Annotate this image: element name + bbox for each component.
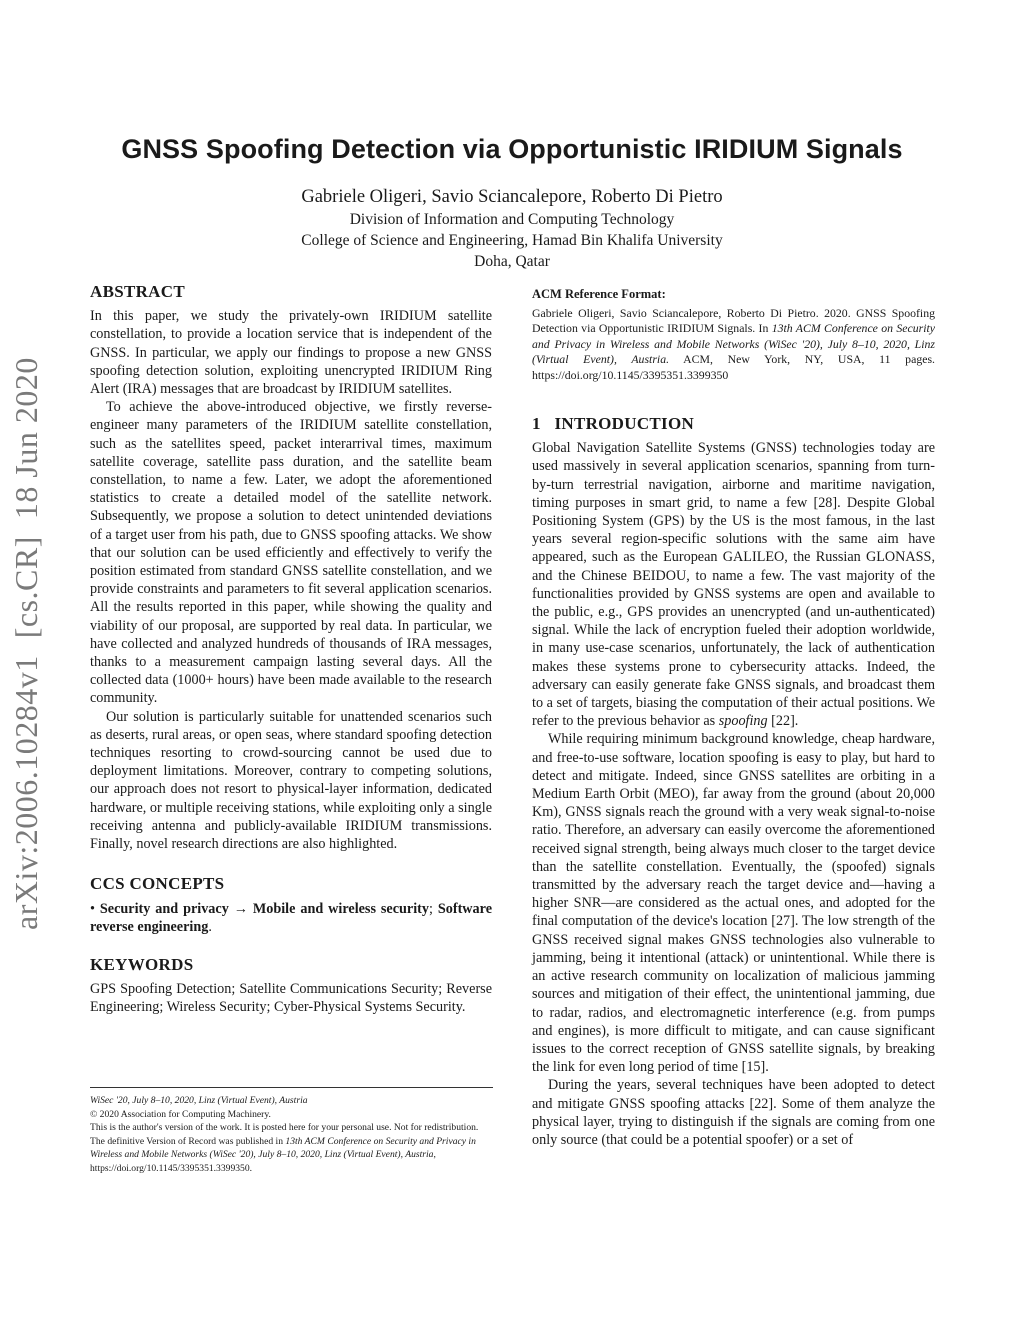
abstract-paragraph: In this paper, we study the privately-own IRIDIUM satellite constellation, to provide a location service that is independent of the GNSS. In particular, we apply our findings to propose a new GNSS spoofing detection solution, exploiting unencrypted IRIDIUM Ring Alert (IRA) messages that are broadcast by IRIDIUM satellites. <box>90 308 492 398</box>
abstract-paragraph: To achieve the above-introduced objective, we firstly reverse-engineer many parameters of the IRIDIUM satellite constellation, such as the satellites speed, packet interarrival times, maximum satellite coverage, satellite pass duration, and the satellite beam constellation, to name a few. Later, we adopt the aforementioned statistics to create a detailed model of the satellite network. Subsequently, we propose a solution to detect unintended deviations of a target user from his path, due to GNSS spoofing attacks. We show that our solution can be used efficiently and effectively to verify the position estimated from standard GNSS satellite constellation, and we provide constraints and parameters to fit several application scenarios. All the results reported in this paper, while showing the quality and viability of our proposal, are supported by real data. In particular, we have collected and analyzed hundreds of thousands of IRA messages, thanks to a measurement campaign lasting several days. All the collected data (1000+ hours) have been made available to the research community. <box>90 399 492 707</box>
affiliation-division: Division of Information and Computing Technology <box>349 211 675 228</box>
footnote-notice: This is the author's version of the work. It is posted here for your personal use. Not for redistribution. The definitive Version of Record was published in 13th ACM Conference on Security and Privacy in Wireless and Mobile Networks (WiSec '20), July 8–10, 2020, Linz (Virtual Event), Austria, https://doi.org/10.1145/3395351.3399350. <box>90 1122 479 1174</box>
intro-paragraph: While requiring minimum background knowledge, cheap hardware, and free-to-use software, location spoofing is easy to play, but hard to detect and mitigate. Indeed, since GNSS satellites are orbiting in a Medium Earth Orbit (MEO), far away from the ground (about 20,000 Km), GNSS signals reach the ground with a very weak signal-to-noise ratio. Therefore, an adversary can easily overcome the aforementioned received signal strength, being always much closer to the target device than the satellite constellation. Eventually, the (spoofed) signals transmitted by the adversary reach the target device and—having a higher SNR—are considered as the actual ones, and adopted for the final computation of the device's location [27]. The low strength of the GNSS received signal makes GNSS technologies also vulnerable to jamming, being it intentional (attack) or unintentional. While there is an active research community on localization of malicious jamming sources and mitigation of their effect, the unintentional jamming, due to radar, radios, and electromagnetic interference (e.g. from pumps and engines), is more difficult to mitigate, and can cause significant issues to the correct reception of GNSS satellite signals, by breaking the link for even long period of time [15]. <box>532 731 935 1076</box>
acm-reference-text: Gabriele Oligeri, Savio Sciancalepore, Roberto Di Pietro. 2020. GNSS Spoofing Detection via Opportunistic IRIDIUM Signals. In 13th ACM Conference on Security and Privacy in Wireless and Mobile Networks (WiSec '20), July 8–10, 2020, Linz (Virtual Event), Austria. ACM, New York, NY, USA, 11 pages. https://doi.org/10.1145/3395351.3399350 <box>532 305 935 382</box>
copyright-footnote <box>90 1094 495 1176</box>
ccs-concept: Security and privacy <box>99 900 229 917</box>
affiliation-location: Doha, Qatar <box>474 253 550 270</box>
footnote-venue: WiSec '20, July 8–10, 2020, Linz (Virtual Event), Austria <box>90 1095 308 1106</box>
keywords-text: GPS Spoofing Detection; Satellite Communications Security; Reverse Engineering; Wireless Security; Cyber-Physical Systems Security. <box>90 981 492 1016</box>
ccs-concepts <box>90 900 492 936</box>
ccs-bullet: • <box>90 900 95 917</box>
author-list: Gabriele Oligeri, Savio Sciancalepore, Roberto Di Pietro <box>301 187 723 207</box>
ccs-concept: Software reverse engineering <box>90 900 492 935</box>
acm-reference-heading: ACM Reference Format: <box>532 287 666 301</box>
keywords-heading: KEYWORDS <box>90 954 194 974</box>
intro-paragraph: During the years, several techniques have been adopted to detect and mitigate GNSS spoofing attacks [22]. Some of them analyze the physical layer, trying to distinguish if the signals are coming from one only source (that could be a potential spoofer) or a set of <box>532 1077 935 1148</box>
left-column <box>90 283 492 1017</box>
intro-paragraph: Global Navigation Satellite Systems (GNSS) technologies today are used massively in several application scenarios, spanning from turn-by-turn terrestrial navigation, airborne and maritime navigation, timing purposes in smart grid, to name a few [28]. Despite Global Positioning System (GPS) by the US is the most famous, in the last years several region-specific solutions with the same aim have appeared, such as the European GALILEO, the Russian GLONASS, and the Chinese BEIDOU, to name a few. The vast majority of the functionalities provided by GNSS systems are open and available to the public, e.g., GPS provides an unencrypted (and un-authenticated) signal. While the lack of encryption fueled their adoption worldwide, in many use-case scenarios, unfortunately, the lack of authentication makes these systems prone to cybersecurity attacks. Indeed, the adversary can easily generate fake GNSS signals, and broadcast them to a set of targets, biasing the computation of their actual positions. We refer to the previous behavior as spoofing [22]. <box>532 440 935 730</box>
ccs-separator: ; <box>428 900 433 917</box>
ccs-heading: CCS CONCEPTS <box>90 874 225 894</box>
footnote-divider <box>90 1087 493 1088</box>
ccs-arrow: → <box>233 900 248 917</box>
paper-title: GNSS Spoofing Detection via Opportunistic IRIDIUM Signals <box>121 134 903 164</box>
right-column <box>532 287 935 1149</box>
arxiv-identifier[interactable]: arXiv:2006.10284v1 [cs.CR] 18 Jun 2020 <box>8 357 44 930</box>
acm-reference <box>532 287 935 383</box>
affiliation-college: College of Science and Engineering, Hamad Bin Khalifa University <box>301 232 723 249</box>
abstract-paragraph: Our solution is particularly suitable for unattended scenarios such as deserts, rural areas, or open seas, where standard spoofing detection techniques resorting to crowd-sourcing cannot be used due to deployment limitations. Moreover, contrary to competing solutions, our approach does not resort to physical-layer information, dedicated hardware, or multiple receiving stations, while exploiting only a single receiving antenna and publicly-available IRIDIUM transmissions. Finally, novel research directions are also highlighted. <box>90 708 492 853</box>
introduction-heading: 1 INTRODUCTION <box>532 414 695 433</box>
ccs-concept: Mobile and wireless security <box>252 900 429 917</box>
footnote-copyright: © 2020 Association for Computing Machinery. <box>90 1108 271 1120</box>
ccs-end: . <box>208 918 212 935</box>
abstract-heading: ABSTRACT <box>90 282 185 301</box>
